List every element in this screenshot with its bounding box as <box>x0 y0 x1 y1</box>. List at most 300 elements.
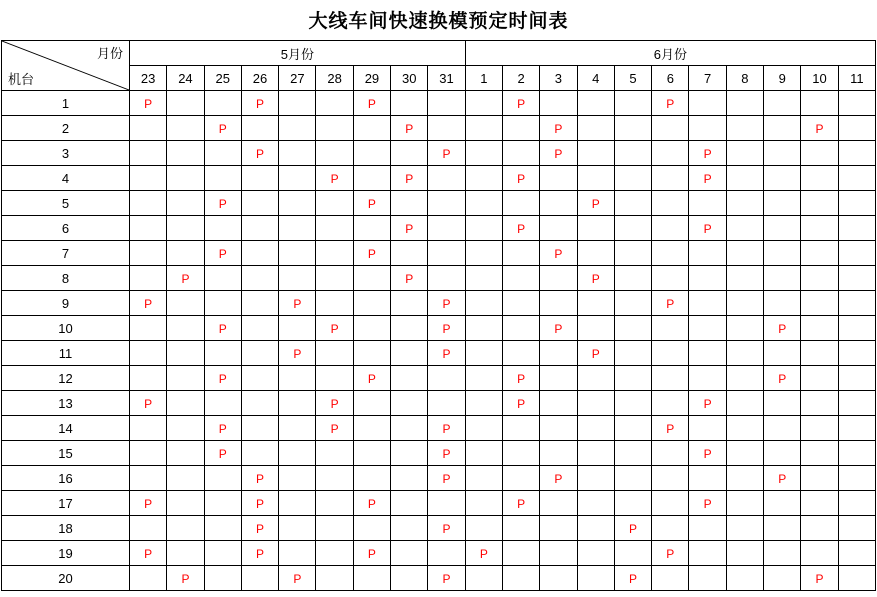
schedule-cell[interactable] <box>764 541 801 566</box>
schedule-cell[interactable] <box>652 566 689 591</box>
schedule-cell[interactable] <box>428 441 465 466</box>
schedule-cell[interactable] <box>652 366 689 391</box>
schedule-cell[interactable] <box>279 116 316 141</box>
schedule-cell[interactable] <box>764 466 801 491</box>
schedule-cell[interactable] <box>241 216 278 241</box>
schedule-cell[interactable] <box>353 141 390 166</box>
schedule-cell[interactable] <box>167 341 204 366</box>
schedule-cell[interactable] <box>726 216 763 241</box>
schedule-cell[interactable] <box>577 266 614 291</box>
schedule-cell[interactable] <box>502 466 539 491</box>
schedule-cell[interactable] <box>391 566 428 591</box>
schedule-cell[interactable] <box>614 541 651 566</box>
schedule-cell[interactable] <box>540 341 577 366</box>
schedule-cell[interactable] <box>428 466 465 491</box>
schedule-cell[interactable] <box>130 291 167 316</box>
schedule-cell[interactable] <box>764 516 801 541</box>
schedule-cell[interactable] <box>316 491 353 516</box>
schedule-cell[interactable] <box>316 216 353 241</box>
schedule-cell[interactable] <box>130 341 167 366</box>
schedule-cell[interactable] <box>652 416 689 441</box>
schedule-cell[interactable] <box>279 566 316 591</box>
schedule-cell[interactable] <box>577 566 614 591</box>
schedule-cell[interactable] <box>614 166 651 191</box>
schedule-cell[interactable] <box>465 191 502 216</box>
schedule-cell[interactable] <box>428 266 465 291</box>
schedule-cell[interactable] <box>204 541 241 566</box>
schedule-cell[interactable] <box>838 316 875 341</box>
schedule-cell[interactable] <box>241 291 278 316</box>
schedule-cell[interactable] <box>726 391 763 416</box>
schedule-cell[interactable] <box>726 291 763 316</box>
schedule-cell[interactable] <box>726 491 763 516</box>
schedule-cell[interactable] <box>614 241 651 266</box>
schedule-cell[interactable] <box>652 141 689 166</box>
schedule-cell[interactable] <box>204 166 241 191</box>
schedule-cell[interactable] <box>167 466 204 491</box>
schedule-cell[interactable] <box>204 416 241 441</box>
schedule-cell[interactable] <box>838 216 875 241</box>
schedule-cell[interactable] <box>577 141 614 166</box>
schedule-cell[interactable] <box>316 291 353 316</box>
schedule-cell[interactable] <box>801 466 838 491</box>
schedule-cell[interactable] <box>391 491 428 516</box>
schedule-cell[interactable] <box>726 366 763 391</box>
schedule-cell[interactable] <box>204 441 241 466</box>
schedule-cell[interactable] <box>801 241 838 266</box>
schedule-cell[interactable] <box>502 491 539 516</box>
schedule-cell[interactable] <box>614 191 651 216</box>
schedule-cell[interactable] <box>167 191 204 216</box>
schedule-cell[interactable] <box>353 266 390 291</box>
schedule-cell[interactable] <box>838 391 875 416</box>
schedule-cell[interactable] <box>353 566 390 591</box>
schedule-cell[interactable] <box>204 241 241 266</box>
schedule-cell[interactable] <box>465 391 502 416</box>
schedule-cell[interactable] <box>689 341 726 366</box>
schedule-cell[interactable] <box>577 316 614 341</box>
schedule-cell[interactable] <box>391 291 428 316</box>
schedule-cell[interactable] <box>801 291 838 316</box>
schedule-cell[interactable] <box>577 341 614 366</box>
schedule-cell[interactable] <box>614 91 651 116</box>
schedule-cell[interactable] <box>502 191 539 216</box>
schedule-cell[interactable] <box>801 566 838 591</box>
schedule-cell[interactable] <box>689 316 726 341</box>
schedule-cell[interactable] <box>801 166 838 191</box>
schedule-cell[interactable] <box>204 141 241 166</box>
schedule-cell[interactable] <box>167 166 204 191</box>
schedule-cell[interactable] <box>726 141 763 166</box>
schedule-cell[interactable] <box>801 491 838 516</box>
schedule-cell[interactable] <box>465 341 502 366</box>
schedule-cell[interactable] <box>241 166 278 191</box>
schedule-cell[interactable] <box>614 366 651 391</box>
schedule-cell[interactable] <box>167 441 204 466</box>
schedule-cell[interactable] <box>204 291 241 316</box>
schedule-cell[interactable] <box>838 416 875 441</box>
schedule-cell[interactable] <box>801 391 838 416</box>
schedule-cell[interactable] <box>838 466 875 491</box>
schedule-cell[interactable] <box>130 191 167 216</box>
schedule-cell[interactable] <box>353 366 390 391</box>
schedule-cell[interactable] <box>838 266 875 291</box>
schedule-cell[interactable] <box>130 516 167 541</box>
schedule-cell[interactable] <box>167 516 204 541</box>
schedule-cell[interactable] <box>130 216 167 241</box>
schedule-cell[interactable] <box>428 216 465 241</box>
schedule-cell[interactable] <box>316 541 353 566</box>
schedule-cell[interactable] <box>652 216 689 241</box>
schedule-cell[interactable] <box>764 116 801 141</box>
schedule-cell[interactable] <box>316 116 353 141</box>
schedule-cell[interactable] <box>801 141 838 166</box>
schedule-cell[interactable] <box>614 466 651 491</box>
schedule-cell[interactable] <box>391 316 428 341</box>
schedule-cell[interactable] <box>241 416 278 441</box>
schedule-cell[interactable] <box>353 416 390 441</box>
schedule-cell[interactable] <box>652 191 689 216</box>
schedule-cell[interactable] <box>241 466 278 491</box>
schedule-cell[interactable] <box>279 216 316 241</box>
schedule-cell[interactable] <box>838 191 875 216</box>
schedule-cell[interactable] <box>316 366 353 391</box>
schedule-cell[interactable] <box>726 266 763 291</box>
schedule-cell[interactable] <box>502 541 539 566</box>
schedule-cell[interactable] <box>428 241 465 266</box>
schedule-cell[interactable] <box>465 491 502 516</box>
schedule-cell[interactable] <box>502 166 539 191</box>
schedule-cell[interactable] <box>726 191 763 216</box>
schedule-cell[interactable] <box>726 466 763 491</box>
schedule-cell[interactable] <box>652 441 689 466</box>
schedule-cell[interactable] <box>502 391 539 416</box>
schedule-cell[interactable] <box>241 316 278 341</box>
schedule-cell[interactable] <box>726 341 763 366</box>
schedule-cell[interactable] <box>838 241 875 266</box>
schedule-cell[interactable] <box>801 366 838 391</box>
schedule-cell[interactable] <box>279 241 316 266</box>
schedule-cell[interactable] <box>465 366 502 391</box>
schedule-cell[interactable] <box>204 566 241 591</box>
schedule-cell[interactable] <box>801 116 838 141</box>
schedule-cell[interactable] <box>428 191 465 216</box>
schedule-cell[interactable] <box>689 241 726 266</box>
schedule-cell[interactable] <box>241 541 278 566</box>
schedule-cell[interactable] <box>614 266 651 291</box>
schedule-cell[interactable] <box>577 516 614 541</box>
schedule-cell[interactable] <box>764 266 801 291</box>
schedule-cell[interactable] <box>801 541 838 566</box>
schedule-cell[interactable] <box>689 491 726 516</box>
schedule-cell[interactable] <box>391 466 428 491</box>
schedule-cell[interactable] <box>353 216 390 241</box>
schedule-cell[interactable] <box>540 416 577 441</box>
schedule-cell[interactable] <box>726 416 763 441</box>
schedule-cell[interactable] <box>204 366 241 391</box>
schedule-cell[interactable] <box>391 266 428 291</box>
schedule-cell[interactable] <box>502 141 539 166</box>
schedule-cell[interactable] <box>689 391 726 416</box>
schedule-cell[interactable] <box>391 541 428 566</box>
schedule-cell[interactable] <box>502 566 539 591</box>
schedule-cell[interactable] <box>167 416 204 441</box>
schedule-cell[interactable] <box>502 266 539 291</box>
schedule-cell[interactable] <box>391 516 428 541</box>
schedule-cell[interactable] <box>241 141 278 166</box>
schedule-cell[interactable] <box>652 341 689 366</box>
schedule-cell[interactable] <box>838 541 875 566</box>
schedule-cell[interactable] <box>391 116 428 141</box>
schedule-cell[interactable] <box>689 166 726 191</box>
schedule-cell[interactable] <box>838 341 875 366</box>
schedule-cell[interactable] <box>540 116 577 141</box>
schedule-cell[interactable] <box>316 166 353 191</box>
schedule-cell[interactable] <box>167 291 204 316</box>
schedule-cell[interactable] <box>726 241 763 266</box>
schedule-cell[interactable] <box>316 191 353 216</box>
schedule-cell[interactable] <box>391 341 428 366</box>
schedule-cell[interactable] <box>279 91 316 116</box>
schedule-cell[interactable] <box>241 341 278 366</box>
schedule-cell[interactable] <box>428 166 465 191</box>
schedule-cell[interactable] <box>130 166 167 191</box>
schedule-cell[interactable] <box>764 416 801 441</box>
schedule-cell[interactable] <box>726 316 763 341</box>
schedule-cell[interactable] <box>279 341 316 366</box>
schedule-cell[interactable] <box>764 441 801 466</box>
schedule-cell[interactable] <box>316 391 353 416</box>
schedule-cell[interactable] <box>540 441 577 466</box>
schedule-cell[interactable] <box>502 241 539 266</box>
schedule-cell[interactable] <box>130 316 167 341</box>
schedule-cell[interactable] <box>353 341 390 366</box>
schedule-cell[interactable] <box>689 291 726 316</box>
schedule-cell[interactable] <box>130 466 167 491</box>
schedule-cell[interactable] <box>614 341 651 366</box>
schedule-cell[interactable] <box>130 141 167 166</box>
schedule-cell[interactable] <box>204 316 241 341</box>
schedule-cell[interactable] <box>652 391 689 416</box>
schedule-cell[interactable] <box>241 441 278 466</box>
schedule-cell[interactable] <box>279 541 316 566</box>
schedule-cell[interactable] <box>652 491 689 516</box>
schedule-cell[interactable] <box>764 291 801 316</box>
schedule-cell[interactable] <box>279 466 316 491</box>
schedule-cell[interactable] <box>391 441 428 466</box>
schedule-cell[interactable] <box>391 91 428 116</box>
schedule-cell[interactable] <box>391 366 428 391</box>
schedule-cell[interactable] <box>167 316 204 341</box>
schedule-cell[interactable] <box>577 191 614 216</box>
schedule-cell[interactable] <box>577 366 614 391</box>
schedule-cell[interactable] <box>801 516 838 541</box>
schedule-cell[interactable] <box>540 216 577 241</box>
schedule-cell[interactable] <box>241 366 278 391</box>
schedule-cell[interactable] <box>465 291 502 316</box>
schedule-cell[interactable] <box>428 116 465 141</box>
schedule-cell[interactable] <box>316 466 353 491</box>
schedule-cell[interactable] <box>577 166 614 191</box>
schedule-cell[interactable] <box>428 341 465 366</box>
schedule-cell[interactable] <box>167 266 204 291</box>
schedule-cell[interactable] <box>614 391 651 416</box>
schedule-cell[interactable] <box>726 516 763 541</box>
schedule-cell[interactable] <box>204 466 241 491</box>
schedule-cell[interactable] <box>540 191 577 216</box>
schedule-cell[interactable] <box>577 441 614 466</box>
schedule-cell[interactable] <box>316 416 353 441</box>
schedule-cell[interactable] <box>614 116 651 141</box>
schedule-cell[interactable] <box>838 91 875 116</box>
schedule-cell[interactable] <box>540 91 577 116</box>
schedule-cell[interactable] <box>689 116 726 141</box>
schedule-cell[interactable] <box>353 191 390 216</box>
schedule-cell[interactable] <box>428 91 465 116</box>
schedule-cell[interactable] <box>540 566 577 591</box>
schedule-cell[interactable] <box>689 366 726 391</box>
schedule-cell[interactable] <box>764 166 801 191</box>
schedule-cell[interactable] <box>204 341 241 366</box>
schedule-cell[interactable] <box>689 441 726 466</box>
schedule-cell[interactable] <box>391 166 428 191</box>
schedule-cell[interactable] <box>838 366 875 391</box>
schedule-cell[interactable] <box>764 366 801 391</box>
schedule-cell[interactable] <box>614 291 651 316</box>
schedule-cell[interactable] <box>204 191 241 216</box>
schedule-cell[interactable] <box>204 116 241 141</box>
schedule-cell[interactable] <box>801 341 838 366</box>
schedule-cell[interactable] <box>204 216 241 241</box>
schedule-cell[interactable] <box>316 566 353 591</box>
schedule-cell[interactable] <box>614 316 651 341</box>
schedule-cell[interactable] <box>764 341 801 366</box>
schedule-cell[interactable] <box>279 416 316 441</box>
schedule-cell[interactable] <box>391 391 428 416</box>
schedule-cell[interactable] <box>652 541 689 566</box>
schedule-cell[interactable] <box>577 291 614 316</box>
schedule-cell[interactable] <box>465 241 502 266</box>
schedule-cell[interactable] <box>465 216 502 241</box>
schedule-cell[interactable] <box>130 416 167 441</box>
schedule-cell[interactable] <box>167 141 204 166</box>
schedule-cell[interactable] <box>465 516 502 541</box>
schedule-cell[interactable] <box>652 166 689 191</box>
schedule-cell[interactable] <box>502 366 539 391</box>
schedule-cell[interactable] <box>577 466 614 491</box>
schedule-cell[interactable] <box>279 191 316 216</box>
schedule-cell[interactable] <box>316 341 353 366</box>
schedule-cell[interactable] <box>614 216 651 241</box>
schedule-cell[interactable] <box>241 391 278 416</box>
schedule-cell[interactable] <box>465 91 502 116</box>
schedule-cell[interactable] <box>540 241 577 266</box>
schedule-cell[interactable] <box>353 291 390 316</box>
schedule-cell[interactable] <box>540 491 577 516</box>
schedule-cell[interactable] <box>130 441 167 466</box>
schedule-cell[interactable] <box>465 266 502 291</box>
schedule-cell[interactable] <box>502 291 539 316</box>
schedule-cell[interactable] <box>130 491 167 516</box>
schedule-cell[interactable] <box>241 516 278 541</box>
schedule-cell[interactable] <box>540 466 577 491</box>
schedule-cell[interactable] <box>130 266 167 291</box>
schedule-cell[interactable] <box>465 166 502 191</box>
schedule-cell[interactable] <box>391 416 428 441</box>
schedule-cell[interactable] <box>652 116 689 141</box>
schedule-cell[interactable] <box>279 266 316 291</box>
schedule-cell[interactable] <box>689 516 726 541</box>
schedule-cell[interactable] <box>353 541 390 566</box>
schedule-cell[interactable] <box>316 91 353 116</box>
schedule-cell[interactable] <box>838 516 875 541</box>
schedule-cell[interactable] <box>502 516 539 541</box>
schedule-cell[interactable] <box>391 191 428 216</box>
schedule-cell[interactable] <box>577 216 614 241</box>
schedule-cell[interactable] <box>353 241 390 266</box>
schedule-cell[interactable] <box>465 441 502 466</box>
schedule-cell[interactable] <box>577 541 614 566</box>
schedule-cell[interactable] <box>540 366 577 391</box>
schedule-cell[interactable] <box>353 316 390 341</box>
schedule-cell[interactable] <box>614 491 651 516</box>
schedule-cell[interactable] <box>540 316 577 341</box>
schedule-cell[interactable] <box>726 566 763 591</box>
schedule-cell[interactable] <box>428 516 465 541</box>
schedule-cell[interactable] <box>241 191 278 216</box>
schedule-cell[interactable] <box>241 241 278 266</box>
schedule-cell[interactable] <box>577 91 614 116</box>
schedule-cell[interactable] <box>279 391 316 416</box>
schedule-cell[interactable] <box>279 166 316 191</box>
schedule-cell[interactable] <box>726 91 763 116</box>
schedule-cell[interactable] <box>689 191 726 216</box>
schedule-cell[interactable] <box>838 566 875 591</box>
schedule-cell[interactable] <box>465 416 502 441</box>
schedule-cell[interactable] <box>502 341 539 366</box>
schedule-cell[interactable] <box>689 566 726 591</box>
schedule-cell[interactable] <box>204 516 241 541</box>
schedule-cell[interactable] <box>614 441 651 466</box>
schedule-cell[interactable] <box>353 516 390 541</box>
schedule-cell[interactable] <box>465 566 502 591</box>
schedule-cell[interactable] <box>204 91 241 116</box>
schedule-cell[interactable] <box>838 491 875 516</box>
schedule-cell[interactable] <box>540 516 577 541</box>
schedule-cell[interactable] <box>353 491 390 516</box>
schedule-cell[interactable] <box>391 141 428 166</box>
schedule-cell[interactable] <box>130 566 167 591</box>
schedule-cell[interactable] <box>465 141 502 166</box>
schedule-cell[interactable] <box>279 491 316 516</box>
schedule-cell[interactable] <box>204 266 241 291</box>
schedule-cell[interactable] <box>391 241 428 266</box>
schedule-cell[interactable] <box>130 241 167 266</box>
schedule-cell[interactable] <box>167 116 204 141</box>
schedule-cell[interactable] <box>204 391 241 416</box>
schedule-cell[interactable] <box>241 266 278 291</box>
schedule-cell[interactable] <box>726 441 763 466</box>
schedule-cell[interactable] <box>130 116 167 141</box>
schedule-cell[interactable] <box>279 141 316 166</box>
schedule-cell[interactable] <box>167 391 204 416</box>
schedule-cell[interactable] <box>316 516 353 541</box>
schedule-cell[interactable] <box>577 416 614 441</box>
schedule-cell[interactable] <box>428 366 465 391</box>
schedule-cell[interactable] <box>540 291 577 316</box>
schedule-cell[interactable] <box>764 241 801 266</box>
schedule-cell[interactable] <box>726 116 763 141</box>
